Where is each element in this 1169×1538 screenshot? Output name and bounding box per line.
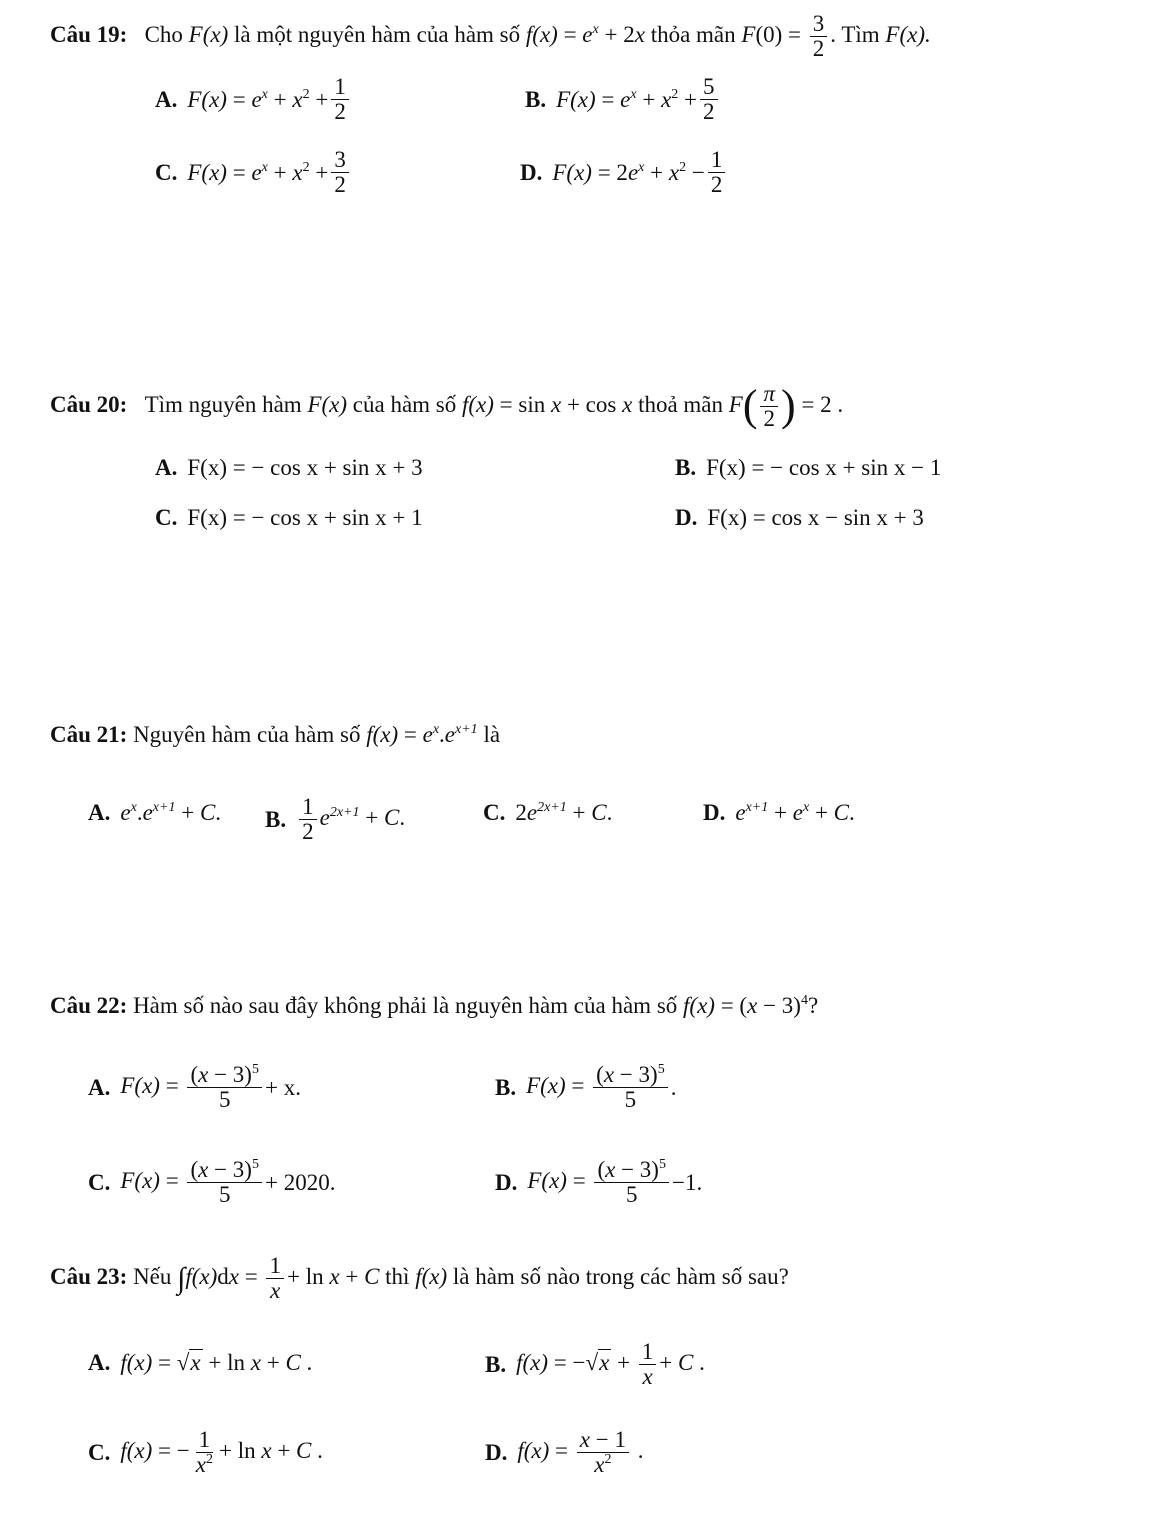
question-label: Câu 19: bbox=[50, 21, 128, 47]
option-a[interactable] bbox=[88, 1350, 312, 1376]
question-text: ? bbox=[807, 993, 819, 1018]
option-letter: C. bbox=[483, 800, 506, 825]
option-letter: A. bbox=[88, 1350, 111, 1375]
math-expr: f(x) bbox=[415, 1263, 448, 1289]
question-text: thỏa mãn bbox=[650, 21, 736, 47]
math-expr: F(x) = cos x − sin x + 3 bbox=[707, 505, 924, 530]
question-21 bbox=[50, 722, 500, 748]
question-text: là bbox=[483, 722, 501, 747]
math-expr: F(x) = $\frac{(x - 3)^5}{5}$ bbox=[527, 1158, 672, 1207]
fraction: $\frac{1}{2}$ bbox=[331, 75, 349, 124]
math-expr: $e^{x+1} + e^x + C$. bbox=[735, 800, 855, 825]
question-23 bbox=[50, 1254, 789, 1303]
option-letter: C. bbox=[155, 505, 178, 530]
math-expr: F(x) = − cos x + sin x + 3 bbox=[187, 455, 423, 480]
option-c[interactable] bbox=[155, 505, 423, 531]
math-expr: F(x). bbox=[885, 21, 931, 47]
option-letter: D. bbox=[485, 1439, 508, 1465]
question-19 bbox=[50, 12, 931, 61]
option-letter: C. bbox=[155, 159, 178, 185]
option-letter: A. bbox=[88, 1074, 111, 1100]
math-tail: + x. bbox=[264, 1074, 301, 1100]
fraction: $\frac{3}{2}$ bbox=[331, 148, 349, 197]
option-d[interactable] bbox=[485, 1428, 643, 1477]
math-expr: $f(x) = (x - 3)^4$ bbox=[683, 993, 808, 1018]
fraction: $\frac{1}{2}$ bbox=[708, 148, 726, 197]
option-b[interactable] bbox=[675, 455, 941, 481]
math-expr: $f(x) = e^x + 2x$ bbox=[525, 21, 645, 47]
option-letter: B. bbox=[265, 806, 287, 832]
question-text: Nếu bbox=[133, 1263, 172, 1289]
option-letter: B. bbox=[485, 1351, 507, 1377]
math-tail: + 2020. bbox=[264, 1169, 336, 1195]
math-expr: F(x) = $\frac{(x - 3)^5}{5}$ bbox=[526, 1063, 671, 1112]
math-expr: $F(x) = e^x + x^2$ + bbox=[187, 86, 329, 112]
question-text: thoả mãn bbox=[638, 391, 724, 417]
option-d[interactable] bbox=[495, 1158, 702, 1207]
math-expr: F(x) bbox=[307, 391, 348, 417]
fraction: $\frac{5}{2}$ bbox=[700, 75, 718, 124]
question-label: Câu 21: bbox=[50, 722, 128, 747]
math-expr: F( $\frac{\pi}{2}$ ) = 2 . bbox=[728, 380, 844, 432]
option-b[interactable] bbox=[525, 75, 721, 124]
option-letter: B. bbox=[675, 455, 697, 480]
option-b[interactable] bbox=[485, 1340, 705, 1389]
option-letter: D. bbox=[495, 1169, 518, 1195]
question-20 bbox=[50, 382, 843, 431]
option-letter: A. bbox=[155, 455, 178, 480]
math-expr: F(x) = − cos x + sin x + 1 bbox=[187, 505, 423, 530]
math-expr: F(x) bbox=[188, 21, 229, 47]
question-label: Câu 23: bbox=[50, 1263, 128, 1289]
math-expr: F(x) = $\frac{(x - 3)^5}{5}$ bbox=[120, 1158, 265, 1207]
math-expr: $F(x) = e^x + x^2$ + bbox=[556, 86, 698, 112]
option-letter: B. bbox=[495, 1074, 517, 1100]
question-text: của hàm số bbox=[352, 391, 457, 417]
option-letter: D. bbox=[703, 800, 726, 825]
question-text: Hàm số nào sau đây không phải là nguyên hàm của hàm số bbox=[133, 993, 678, 1018]
option-a[interactable] bbox=[155, 455, 423, 481]
math-expr: F(x) = − cos x + sin x − 1 bbox=[706, 455, 942, 480]
option-c[interactable] bbox=[88, 1158, 335, 1207]
question-text: thì bbox=[385, 1263, 410, 1289]
math-tail: −1. bbox=[671, 1169, 703, 1195]
math-expr: F(x) = $\frac{(x - 3)^5}{5}$ bbox=[120, 1063, 265, 1112]
question-label: Câu 22: bbox=[50, 993, 128, 1018]
math-expr: $F(x) = 2e^x + x^2$ − bbox=[552, 159, 705, 185]
option-b[interactable] bbox=[495, 1063, 676, 1112]
option-c[interactable] bbox=[483, 800, 612, 826]
option-d[interactable] bbox=[703, 800, 855, 826]
option-c[interactable] bbox=[88, 1428, 323, 1477]
math-tail: . bbox=[670, 1074, 677, 1100]
question-text: Nguyên hàm của hàm số bbox=[133, 722, 361, 747]
option-letter: A. bbox=[155, 86, 178, 112]
math-expr: F(0) = $\frac{3}{2}$ bbox=[741, 22, 830, 47]
question-label: Câu 20: bbox=[50, 391, 128, 417]
option-letter: D. bbox=[675, 505, 698, 530]
math-expr: f(x) = − $\frac{1}{x^2}$ + ln x + C . bbox=[120, 1427, 323, 1478]
question-text: . Tìm bbox=[830, 21, 880, 47]
math-expr: $F(x) = e^x + x^2$ + bbox=[187, 159, 329, 185]
question-text: Cho bbox=[144, 21, 183, 47]
math-expr: f(x) = √x + ln x + C . bbox=[120, 1350, 313, 1375]
option-letter: C. bbox=[88, 1439, 111, 1465]
question-22 bbox=[50, 993, 818, 1019]
question-text: Tìm nguyên hàm bbox=[144, 391, 302, 417]
option-a[interactable] bbox=[88, 1063, 301, 1112]
option-letter: A. bbox=[88, 800, 111, 825]
option-a[interactable] bbox=[155, 75, 352, 124]
math-expr: f(x) = sin x + cos x bbox=[462, 391, 633, 417]
option-letter: C. bbox=[88, 1169, 111, 1195]
option-d[interactable] bbox=[675, 505, 924, 531]
option-a[interactable] bbox=[88, 800, 221, 826]
question-text: là hàm số nào trong các hàm số sau? bbox=[452, 1263, 789, 1289]
option-d[interactable] bbox=[520, 148, 728, 197]
math-expr: $\frac{1}{2}$ $e^{2x+1} + C$. bbox=[296, 795, 405, 844]
option-c[interactable] bbox=[155, 148, 352, 197]
option-letter: B. bbox=[525, 86, 547, 112]
math-expr: f(x) = −√x + $\frac{1}{x}$ + C . bbox=[516, 1339, 705, 1390]
math-expr: ∫f(x)dx = $\frac{1}{x}$ + ln x + C bbox=[177, 1253, 380, 1304]
option-letter: D. bbox=[520, 159, 543, 185]
math-expr: f(x) = $\frac{x - 1}{x^2}$ . bbox=[517, 1427, 644, 1478]
math-expr: $e^x.e^{x+1} + C$. bbox=[120, 800, 222, 825]
math-expr: $f(x) = e^x.e^{x+1}$ bbox=[366, 722, 478, 747]
math-expr: $2e^{2x+1} + C$. bbox=[515, 800, 613, 825]
option-b[interactable] bbox=[265, 795, 405, 844]
question-text: là một nguyên hàm của hàm số bbox=[233, 21, 521, 47]
